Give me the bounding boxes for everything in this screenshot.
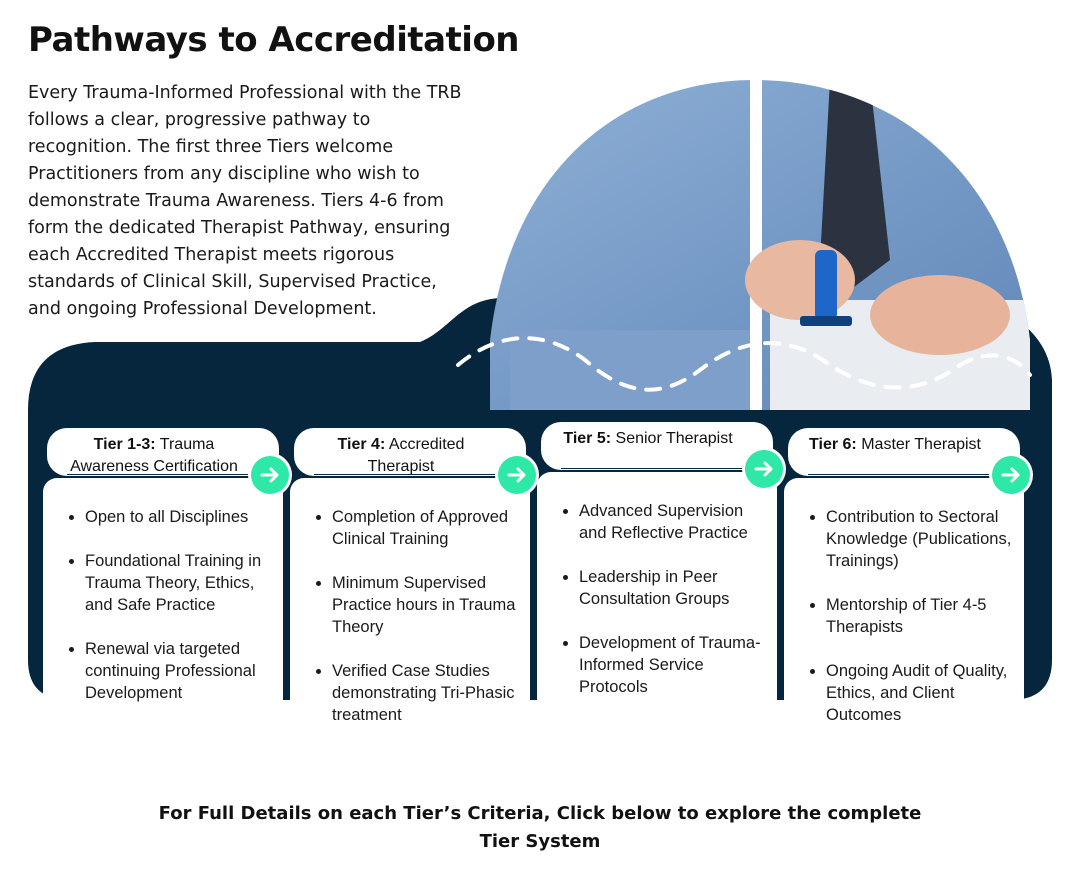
arrow-right-icon[interactable] <box>745 450 783 488</box>
list-item: • Foundational Training in Trauma Theory, Ethics, and Safe Practice <box>85 550 273 616</box>
tier-name: Senior Therapist <box>615 430 733 447</box>
list-item: • Advanced Supervision and Reflective Practice <box>579 500 767 544</box>
footer-line-2: Tier System <box>479 831 601 852</box>
arrow-right-icon[interactable] <box>992 456 1030 494</box>
tier-card-header <box>294 428 526 476</box>
list-item: • Ongoing Audit of Quality, Ethics, and Client Outcomes <box>826 660 1014 726</box>
list-item: • Open to all Disciplines <box>85 506 273 528</box>
tier-label: Tier 5: <box>563 430 612 447</box>
tier-card-5[interactable] <box>537 422 777 722</box>
list-item: • Development of Trauma-Informed Service Protocols <box>579 632 767 698</box>
tier-name: Trauma Awareness Certification <box>70 436 238 475</box>
tier-criteria-list <box>290 506 530 748</box>
tier-card-header <box>541 422 773 470</box>
tier-criteria-list <box>784 506 1024 748</box>
tier-name: Master Therapist <box>861 436 981 453</box>
list-item: • Completion of Approved Clinical Training <box>332 506 520 550</box>
tier-card-header <box>788 428 1020 476</box>
header-divider <box>808 474 998 475</box>
tier-label: Tier 1-3: <box>93 436 156 453</box>
list-item: • Contribution to Sectoral Knowledge (Publications, Trainings) <box>826 506 1014 572</box>
tier-card-4[interactable] <box>290 428 530 728</box>
list-item: • Mentorship of Tier 4-5 Therapists <box>826 594 1014 638</box>
header-divider <box>561 468 751 469</box>
list-item: • Renewal via targeted continuing Professional Development <box>85 638 273 704</box>
arrow-right-icon[interactable] <box>251 456 289 494</box>
tier-card-1[interactable] <box>43 428 283 728</box>
tier-criteria-list <box>43 506 283 726</box>
header-divider <box>67 474 257 475</box>
list-item: • Leadership in Peer Consultation Groups <box>579 566 767 610</box>
tier-label: Tier 6: <box>809 436 857 453</box>
arrow-right-icon[interactable] <box>498 456 536 494</box>
page-title: Pathways to Accreditation <box>28 20 520 60</box>
tier-name: Accredited Therapist <box>367 436 465 475</box>
list-item: • Verified Case Studies demonstrating Tri-Phasic treatment <box>332 660 520 726</box>
tier-card-header <box>47 428 279 476</box>
header-divider <box>314 474 504 475</box>
tier-criteria-list <box>537 500 777 720</box>
tier-card-6[interactable] <box>784 428 1024 728</box>
intro-paragraph: Every Trauma-Informed Professional with the TRB follows a clear, progressive pathway to recognition. The first three Tiers welcome Practitioners from any discipline who wish to demonstrate Trauma Awareness. Tiers 4-6 from form the dedicated Therapist Pathway, ensuring each Accredited Therapist meets rigorous standards of Clinical Skill, Supervised Practice, and ongoing Professional Development. <box>28 83 462 319</box>
list-item: • Minimum Supervised Practice hours in Trauma Theory <box>332 572 520 638</box>
footer-call-to-action <box>0 800 1080 856</box>
tier-label: Tier 4: <box>337 436 386 453</box>
footer-line-1: For Full Details on each Tier’s Criteria, Click below to explore the complete <box>158 803 922 824</box>
